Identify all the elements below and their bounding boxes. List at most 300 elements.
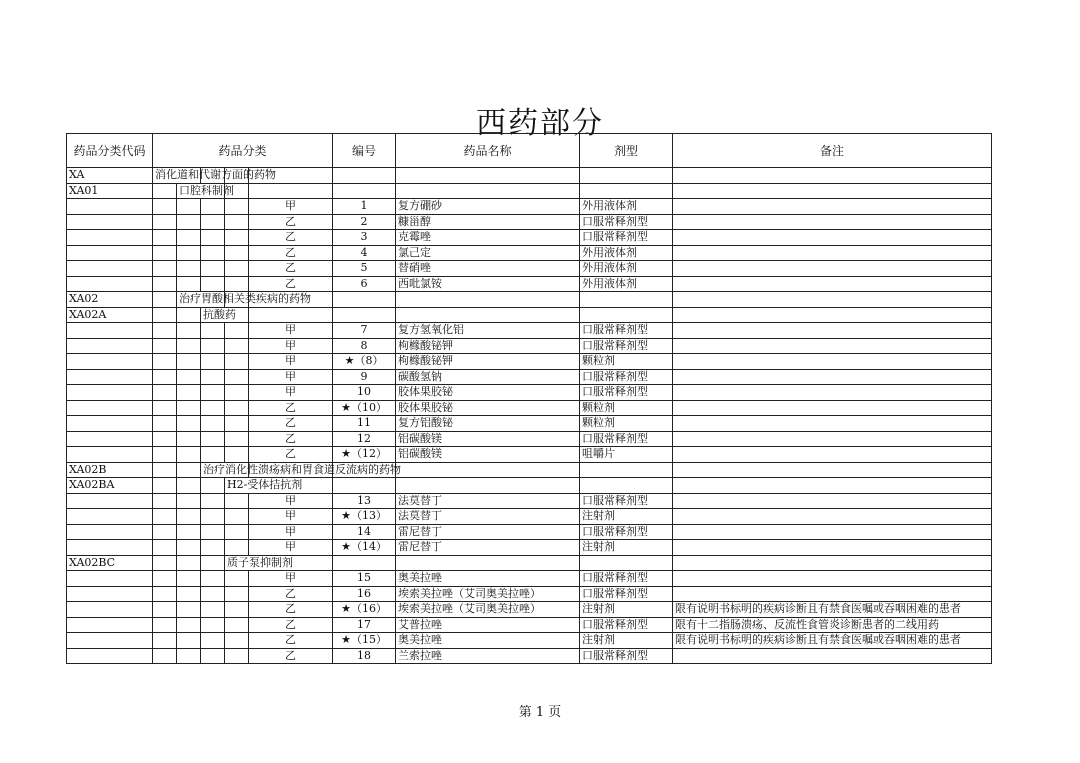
drug-note — [673, 214, 992, 230]
form-cell — [580, 555, 673, 571]
indent-cell — [153, 586, 177, 602]
indent-cell — [153, 338, 177, 354]
dosage-form: 口服常释剂型 — [580, 431, 673, 447]
drug-name: 铝碳酸镁 — [396, 447, 580, 463]
dosage-form: 外用液体剂 — [580, 245, 673, 261]
form-cell — [580, 307, 673, 323]
indent-cell — [153, 261, 177, 277]
indent-cell — [153, 540, 177, 556]
form-cell — [580, 462, 673, 478]
indent-cell — [225, 400, 249, 416]
form-cell — [580, 183, 673, 199]
form-cell — [580, 292, 673, 308]
indent-cell — [225, 617, 249, 633]
code-cell — [67, 261, 153, 277]
drug-name: 雷尼替丁 — [396, 524, 580, 540]
dosage-form: 注射剂 — [580, 509, 673, 525]
drug-name: 复方硼砂 — [396, 199, 580, 215]
dosage-form: 口服常释剂型 — [580, 338, 673, 354]
code-cell — [67, 199, 153, 215]
header-name: 药品名称 — [396, 134, 580, 168]
dosage-form: 注射剂 — [580, 633, 673, 649]
indent-cell — [225, 338, 249, 354]
drug-name: 克霉唑 — [396, 230, 580, 246]
drug-row — [67, 586, 992, 602]
drug-row — [67, 323, 992, 339]
indent-cell — [201, 385, 225, 401]
indent-cell — [177, 633, 201, 649]
indent-cell — [153, 369, 177, 385]
note-cell — [673, 307, 992, 323]
indent-cell — [201, 276, 225, 292]
indent-cell — [177, 307, 201, 323]
name-cell — [396, 555, 580, 571]
note-cell — [673, 462, 992, 478]
header-row — [67, 134, 992, 168]
code-cell — [67, 323, 153, 339]
name-cell — [396, 462, 580, 478]
indent-cell — [225, 602, 249, 618]
grade-cell: 甲 — [249, 493, 333, 509]
indent-cell — [201, 416, 225, 432]
drug-note — [673, 245, 992, 261]
drug-number: 1 — [333, 199, 396, 215]
code-cell — [67, 276, 153, 292]
num-cell — [333, 292, 396, 308]
dosage-form: 口服常释剂型 — [580, 323, 673, 339]
drug-row — [67, 199, 992, 215]
grade-cell: 乙 — [249, 214, 333, 230]
indent-cell — [225, 214, 249, 230]
indent-cell — [225, 354, 249, 370]
num-cell — [333, 307, 396, 323]
page-number: 第 1 页 — [518, 705, 562, 720]
drug-row — [67, 571, 992, 587]
indent-cell — [177, 245, 201, 261]
drug-row — [67, 214, 992, 230]
indent-cell — [225, 586, 249, 602]
indent-cell — [177, 447, 201, 463]
indent-cell — [225, 385, 249, 401]
indent-cell — [153, 509, 177, 525]
indent-cell — [201, 369, 225, 385]
drug-note — [673, 648, 992, 664]
indent-cell — [177, 276, 201, 292]
note-cell — [673, 555, 992, 571]
drug-row — [67, 602, 992, 618]
category-label: 抗酸药 — [201, 307, 225, 323]
indent-cell — [225, 323, 249, 339]
indent-cell — [153, 431, 177, 447]
indent-cell — [225, 261, 249, 277]
drug-note: 限有说明书标明的疾病诊断且有禁食医嘱或吞咽困难的患者 — [673, 633, 992, 649]
indent-cell — [177, 540, 201, 556]
indent-cell — [153, 555, 177, 571]
category-label: 消化道和代谢方面的药物 — [153, 168, 177, 184]
drug-number: ★（13） — [333, 509, 396, 525]
dosage-form: 注射剂 — [580, 602, 673, 618]
drug-name: 兰索拉唑 — [396, 648, 580, 664]
code-cell — [67, 602, 153, 618]
dosage-form: 口服常释剂型 — [580, 493, 673, 509]
drug-number: ★（16） — [333, 602, 396, 618]
code-cell — [67, 245, 153, 261]
category-row — [67, 307, 992, 323]
category-label: 口腔科制剂 — [177, 183, 201, 199]
drug-note — [673, 323, 992, 339]
code-cell — [67, 648, 153, 664]
drug-number: 9 — [333, 369, 396, 385]
drug-name: 埃索美拉唑（艾司奥美拉唑） — [396, 602, 580, 618]
indent-cell — [177, 602, 201, 618]
dosage-form: 颗粒剂 — [580, 354, 673, 370]
indent-cell — [177, 338, 201, 354]
indent-cell — [225, 571, 249, 587]
indent-cell — [177, 323, 201, 339]
category-row — [67, 168, 992, 184]
dosage-form: 口服常释剂型 — [580, 617, 673, 633]
name-cell — [396, 478, 580, 494]
indent-cell — [177, 509, 201, 525]
indent-cell — [177, 354, 201, 370]
indent-cell — [153, 307, 177, 323]
dosage-form: 口服常释剂型 — [580, 571, 673, 587]
indent-cell — [201, 648, 225, 664]
dosage-form: 咀嚼片 — [580, 447, 673, 463]
drug-note — [673, 431, 992, 447]
grade-cell: 乙 — [249, 230, 333, 246]
drug-name: 铝碳酸镁 — [396, 431, 580, 447]
drug-note — [673, 338, 992, 354]
drug-note — [673, 276, 992, 292]
grade-cell: 甲 — [249, 509, 333, 525]
drug-name: 雷尼替丁 — [396, 540, 580, 556]
dosage-form: 口服常释剂型 — [580, 230, 673, 246]
grade-cell: 甲 — [249, 385, 333, 401]
note-cell — [673, 168, 992, 184]
drug-note — [673, 400, 992, 416]
drug-row — [67, 431, 992, 447]
drug-number: 7 — [333, 323, 396, 339]
indent-cell — [201, 571, 225, 587]
grade-cell: 甲 — [249, 540, 333, 556]
indent-cell — [153, 633, 177, 649]
num-cell — [333, 555, 396, 571]
drug-name: 胶体果胶铋 — [396, 385, 580, 401]
indent-cell — [153, 462, 177, 478]
drug-name: 复方铝酸铋 — [396, 416, 580, 432]
drug-note — [673, 447, 992, 463]
drug-number: 15 — [333, 571, 396, 587]
indent-cell — [225, 369, 249, 385]
code-cell — [67, 509, 153, 525]
indent-cell — [177, 586, 201, 602]
code-cell — [67, 633, 153, 649]
drug-row — [67, 493, 992, 509]
drug-name: 法莫替丁 — [396, 493, 580, 509]
drug-note — [673, 385, 992, 401]
indent-cell — [225, 245, 249, 261]
drug-note — [673, 540, 992, 556]
grade-cell: 甲 — [249, 571, 333, 587]
drug-name: 氯己定 — [396, 245, 580, 261]
indent-cell — [177, 524, 201, 540]
header-form: 剂型 — [580, 134, 673, 168]
code-cell — [67, 369, 153, 385]
dosage-form: 外用液体剂 — [580, 199, 673, 215]
indent-cell — [153, 354, 177, 370]
indent-cell — [201, 602, 225, 618]
indent-cell — [153, 648, 177, 664]
indent-cell — [153, 276, 177, 292]
dosage-form: 注射剂 — [580, 540, 673, 556]
drug-row — [67, 276, 992, 292]
indent-cell — [177, 416, 201, 432]
indent-cell — [201, 555, 225, 571]
category-code: XA02BC — [67, 555, 153, 571]
grade-cell: 乙 — [249, 447, 333, 463]
grade-cell: 乙 — [249, 602, 333, 618]
drug-row — [67, 245, 992, 261]
grade-cell: 甲 — [249, 354, 333, 370]
code-cell — [67, 230, 153, 246]
dosage-form: 口服常释剂型 — [580, 385, 673, 401]
drug-number: 10 — [333, 385, 396, 401]
grade-cell: 乙 — [249, 245, 333, 261]
indent-cell — [177, 400, 201, 416]
drug-row — [67, 540, 992, 556]
grade-cell: 乙 — [249, 633, 333, 649]
dosage-form: 口服常释剂型 — [580, 586, 673, 602]
form-cell — [580, 478, 673, 494]
indent-cell — [201, 447, 225, 463]
category-row — [67, 478, 992, 494]
drug-number: 14 — [333, 524, 396, 540]
indent-cell — [177, 261, 201, 277]
indent-cell — [177, 214, 201, 230]
indent-cell — [153, 292, 177, 308]
indent-cell — [201, 509, 225, 525]
drug-number: 12 — [333, 431, 396, 447]
indent-cell — [177, 431, 201, 447]
indent-cell — [177, 478, 201, 494]
empty-cell — [249, 307, 333, 323]
drug-number: ★（14） — [333, 540, 396, 556]
category-code: XA02BA — [67, 478, 153, 494]
drug-number: 11 — [333, 416, 396, 432]
indent-cell — [201, 633, 225, 649]
dosage-form: 外用液体剂 — [580, 276, 673, 292]
indent-cell — [225, 540, 249, 556]
note-cell — [673, 478, 992, 494]
drug-row — [67, 338, 992, 354]
category-label: 质子泵抑制剂 — [225, 555, 249, 571]
indent-cell — [177, 571, 201, 587]
grade-cell: 甲 — [249, 369, 333, 385]
drug-name: 复方氢氧化铝 — [396, 323, 580, 339]
indent-cell — [225, 230, 249, 246]
drug-note — [673, 199, 992, 215]
indent-cell — [153, 400, 177, 416]
drug-table — [66, 133, 992, 664]
code-cell — [67, 524, 153, 540]
dosage-form: 口服常释剂型 — [580, 369, 673, 385]
grade-cell: 甲 — [249, 199, 333, 215]
indent-cell — [177, 385, 201, 401]
drug-name: 奥美拉唑 — [396, 571, 580, 587]
note-cell — [673, 292, 992, 308]
indent-cell — [177, 493, 201, 509]
name-cell — [396, 183, 580, 199]
drug-note: 限有十二指肠溃疡、反流性食管炎诊断患者的二线用药 — [673, 617, 992, 633]
category-row — [67, 555, 992, 571]
drug-note — [673, 571, 992, 587]
grade-cell: 乙 — [249, 586, 333, 602]
indent-cell — [177, 617, 201, 633]
indent-cell — [153, 493, 177, 509]
category-row — [67, 183, 992, 199]
drug-name: 奥美拉唑 — [396, 633, 580, 649]
code-cell — [67, 540, 153, 556]
drug-row — [67, 648, 992, 664]
drug-row — [67, 385, 992, 401]
drug-number: 5 — [333, 261, 396, 277]
drug-row — [67, 633, 992, 649]
grade-cell: 乙 — [249, 431, 333, 447]
indent-cell — [201, 245, 225, 261]
indent-cell — [225, 276, 249, 292]
indent-cell — [153, 183, 177, 199]
indent-cell — [153, 478, 177, 494]
indent-cell — [201, 431, 225, 447]
indent-cell — [201, 524, 225, 540]
header-note: 备注 — [673, 134, 992, 168]
drug-row — [67, 230, 992, 246]
drug-row — [67, 354, 992, 370]
dosage-form: 口服常释剂型 — [580, 214, 673, 230]
drug-note — [673, 354, 992, 370]
indent-cell — [177, 199, 201, 215]
code-cell — [67, 586, 153, 602]
dosage-form: 外用液体剂 — [580, 261, 673, 277]
indent-cell — [201, 199, 225, 215]
drug-row — [67, 416, 992, 432]
code-cell — [67, 416, 153, 432]
category-row — [67, 292, 992, 308]
drug-row — [67, 447, 992, 463]
indent-cell — [153, 617, 177, 633]
indent-cell — [153, 214, 177, 230]
drug-name: 糠甾醇 — [396, 214, 580, 230]
code-cell — [67, 400, 153, 416]
empty-cell — [249, 183, 333, 199]
header-num: 编号 — [333, 134, 396, 168]
form-cell — [580, 168, 673, 184]
indent-cell — [225, 524, 249, 540]
indent-cell — [225, 648, 249, 664]
grade-cell: 甲 — [249, 323, 333, 339]
code-cell — [67, 385, 153, 401]
category-code: XA02B — [67, 462, 153, 478]
category-code: XA02A — [67, 307, 153, 323]
num-cell — [333, 168, 396, 184]
grade-cell: 乙 — [249, 400, 333, 416]
drug-number: 16 — [333, 586, 396, 602]
indent-cell — [201, 478, 225, 494]
drug-note — [673, 524, 992, 540]
drug-note — [673, 369, 992, 385]
indent-cell — [201, 338, 225, 354]
grade-cell: 乙 — [249, 617, 333, 633]
drug-name: 胶体果胶铋 — [396, 400, 580, 416]
dosage-form: 口服常释剂型 — [580, 524, 673, 540]
drug-row — [67, 617, 992, 633]
indent-cell — [201, 214, 225, 230]
drug-note — [673, 230, 992, 246]
drug-number: ★（12） — [333, 447, 396, 463]
drug-number: 2 — [333, 214, 396, 230]
num-cell — [333, 478, 396, 494]
header-category: 药品分类 — [153, 134, 333, 168]
category-label: H2-受体拮抗剂 — [225, 478, 249, 494]
drug-number: 3 — [333, 230, 396, 246]
drug-number: 6 — [333, 276, 396, 292]
drug-row — [67, 400, 992, 416]
indent-cell — [177, 555, 201, 571]
drug-number: 18 — [333, 648, 396, 664]
code-cell — [67, 493, 153, 509]
code-cell — [67, 617, 153, 633]
indent-cell — [153, 571, 177, 587]
indent-cell — [201, 586, 225, 602]
indent-cell — [201, 400, 225, 416]
drug-row — [67, 524, 992, 540]
name-cell — [396, 307, 580, 323]
category-code: XA — [67, 168, 153, 184]
indent-cell — [201, 261, 225, 277]
indent-cell — [225, 633, 249, 649]
category-code: XA01 — [67, 183, 153, 199]
drug-note — [673, 261, 992, 277]
indent-cell — [177, 462, 201, 478]
drug-name: 碳酸氢钠 — [396, 369, 580, 385]
indent-cell — [153, 602, 177, 618]
indent-cell — [153, 323, 177, 339]
num-cell — [333, 183, 396, 199]
drug-name: 西吡氯铵 — [396, 276, 580, 292]
drug-number: ★（8） — [333, 354, 396, 370]
drug-note — [673, 493, 992, 509]
indent-cell — [201, 230, 225, 246]
dosage-form: 口服常释剂型 — [580, 648, 673, 664]
grade-cell: 甲 — [249, 524, 333, 540]
note-cell — [673, 183, 992, 199]
header-code: 药品分类代码 — [67, 134, 153, 168]
page-title: 西药部分 — [476, 106, 604, 141]
dosage-form: 颗粒剂 — [580, 416, 673, 432]
drug-row — [67, 261, 992, 277]
dosage-form: 颗粒剂 — [580, 400, 673, 416]
category-label: 治疗消化性溃疡病和胃食道反流病的药物 — [201, 462, 225, 478]
name-cell — [396, 292, 580, 308]
category-code: XA02 — [67, 292, 153, 308]
indent-cell — [153, 245, 177, 261]
indent-cell — [201, 354, 225, 370]
drug-row — [67, 509, 992, 525]
drug-row — [67, 369, 992, 385]
indent-cell — [225, 447, 249, 463]
grade-cell: 乙 — [249, 648, 333, 664]
